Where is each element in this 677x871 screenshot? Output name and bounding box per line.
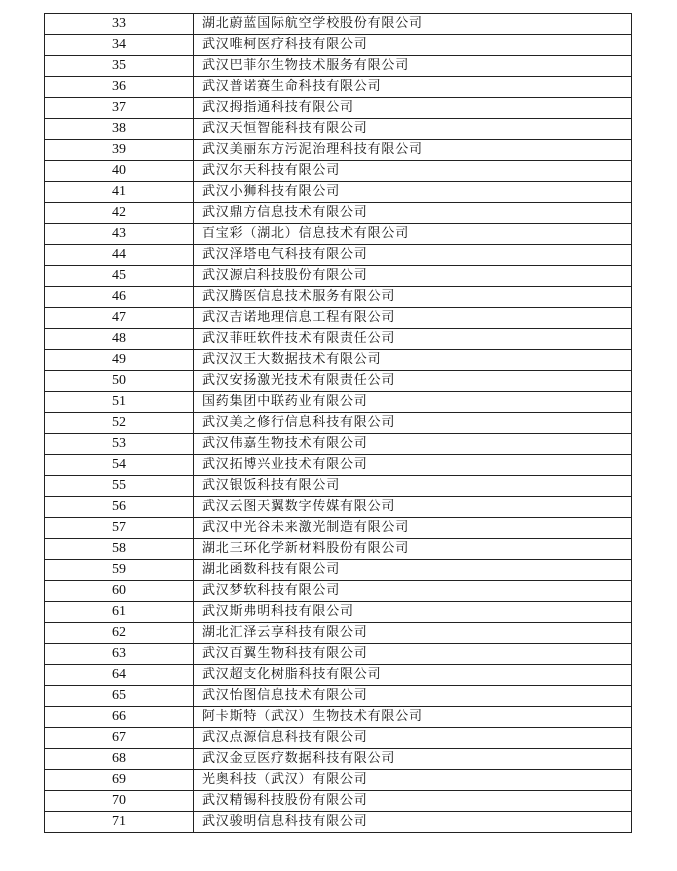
table-row xyxy=(45,749,632,770)
table-row xyxy=(45,224,632,245)
row-number-cell: 64 xyxy=(45,665,194,686)
company-name-cell: 武汉骏明信息科技有限公司 xyxy=(194,812,632,833)
table-row xyxy=(45,686,632,707)
company-name-cell: 武汉菲旺软件技术有限责任公司 xyxy=(194,329,632,350)
table-row xyxy=(45,602,632,623)
table-row xyxy=(45,245,632,266)
company-name-cell: 武汉泽塔电气科技有限公司 xyxy=(194,245,632,266)
table-row xyxy=(45,539,632,560)
table-row xyxy=(45,791,632,812)
company-name-cell: 武汉腾医信息技术服务有限公司 xyxy=(194,287,632,308)
table-row xyxy=(45,371,632,392)
row-number-cell: 50 xyxy=(45,371,194,392)
table-row xyxy=(45,455,632,476)
row-number-cell: 58 xyxy=(45,539,194,560)
row-number-cell: 62 xyxy=(45,623,194,644)
row-number-cell: 55 xyxy=(45,476,194,497)
row-number-cell: 68 xyxy=(45,749,194,770)
table-row xyxy=(45,308,632,329)
company-name-cell: 武汉鼎方信息技术有限公司 xyxy=(194,203,632,224)
company-list-table xyxy=(44,13,632,833)
table-row xyxy=(45,203,632,224)
row-number-cell: 35 xyxy=(45,56,194,77)
table-row xyxy=(45,413,632,434)
table-row xyxy=(45,434,632,455)
row-number-cell: 47 xyxy=(45,308,194,329)
company-name-cell: 百宝彩（湖北）信息技术有限公司 xyxy=(194,224,632,245)
company-name-cell: 湖北汇泽云享科技有限公司 xyxy=(194,623,632,644)
row-number-cell: 71 xyxy=(45,812,194,833)
company-name-cell: 武汉美丽东方污泥治理科技有限公司 xyxy=(194,140,632,161)
table-row xyxy=(45,581,632,602)
row-number-cell: 37 xyxy=(45,98,194,119)
table-row xyxy=(45,728,632,749)
table-row xyxy=(45,665,632,686)
row-number-cell: 65 xyxy=(45,686,194,707)
company-name-cell: 武汉安扬激光技术有限责任公司 xyxy=(194,371,632,392)
row-number-cell: 39 xyxy=(45,140,194,161)
company-name-cell: 武汉拓博兴业技术有限公司 xyxy=(194,455,632,476)
company-name-cell: 阿卡斯特（武汉）生物技术有限公司 xyxy=(194,707,632,728)
table-row xyxy=(45,119,632,140)
table-row xyxy=(45,560,632,581)
row-number-cell: 61 xyxy=(45,602,194,623)
company-name-cell: 武汉汉王大数据技术有限公司 xyxy=(194,350,632,371)
company-name-cell: 武汉普诺赛生命科技有限公司 xyxy=(194,77,632,98)
row-number-cell: 66 xyxy=(45,707,194,728)
table-row xyxy=(45,14,632,35)
table-row xyxy=(45,812,632,833)
company-name-cell: 武汉美之修行信息科技有限公司 xyxy=(194,413,632,434)
company-name-cell: 光奥科技（武汉）有限公司 xyxy=(194,770,632,791)
company-name-cell: 武汉怡图信息技术有限公司 xyxy=(194,686,632,707)
row-number-cell: 41 xyxy=(45,182,194,203)
table-row xyxy=(45,770,632,791)
table-row xyxy=(45,350,632,371)
company-name-cell: 武汉天恒智能科技有限公司 xyxy=(194,119,632,140)
table-row xyxy=(45,35,632,56)
company-name-cell: 武汉超支化树脂科技有限公司 xyxy=(194,665,632,686)
row-number-cell: 34 xyxy=(45,35,194,56)
row-number-cell: 52 xyxy=(45,413,194,434)
company-name-cell: 武汉精锡科技股份有限公司 xyxy=(194,791,632,812)
table-row xyxy=(45,56,632,77)
row-number-cell: 42 xyxy=(45,203,194,224)
row-number-cell: 45 xyxy=(45,266,194,287)
table-row xyxy=(45,707,632,728)
company-name-cell: 武汉金豆医疗数据科技有限公司 xyxy=(194,749,632,770)
company-name-cell: 武汉银饭科技有限公司 xyxy=(194,476,632,497)
row-number-cell: 49 xyxy=(45,350,194,371)
row-number-cell: 43 xyxy=(45,224,194,245)
company-name-cell: 武汉伟嘉生物技术有限公司 xyxy=(194,434,632,455)
table-row xyxy=(45,497,632,518)
company-name-cell: 武汉点源信息科技有限公司 xyxy=(194,728,632,749)
table-row xyxy=(45,518,632,539)
row-number-cell: 59 xyxy=(45,560,194,581)
row-number-cell: 38 xyxy=(45,119,194,140)
company-name-cell: 武汉斯弗明科技有限公司 xyxy=(194,602,632,623)
row-number-cell: 44 xyxy=(45,245,194,266)
row-number-cell: 63 xyxy=(45,644,194,665)
row-number-cell: 46 xyxy=(45,287,194,308)
company-name-cell: 武汉吉诺地理信息工程有限公司 xyxy=(194,308,632,329)
row-number-cell: 48 xyxy=(45,329,194,350)
table-row xyxy=(45,476,632,497)
table-row xyxy=(45,161,632,182)
table-row xyxy=(45,182,632,203)
company-name-cell: 湖北函数科技有限公司 xyxy=(194,560,632,581)
company-name-cell: 武汉百翼生物科技有限公司 xyxy=(194,644,632,665)
row-number-cell: 53 xyxy=(45,434,194,455)
row-number-cell: 70 xyxy=(45,791,194,812)
company-name-cell: 湖北三环化学新材料股份有限公司 xyxy=(194,539,632,560)
row-number-cell: 51 xyxy=(45,392,194,413)
row-number-cell: 33 xyxy=(45,14,194,35)
table-row xyxy=(45,98,632,119)
company-name-cell: 武汉中光谷未来激光制造有限公司 xyxy=(194,518,632,539)
row-number-cell: 60 xyxy=(45,581,194,602)
row-number-cell: 69 xyxy=(45,770,194,791)
row-number-cell: 36 xyxy=(45,77,194,98)
table-row xyxy=(45,392,632,413)
company-name-cell: 武汉唯柯医疗科技有限公司 xyxy=(194,35,632,56)
company-name-cell: 武汉尔天科技有限公司 xyxy=(194,161,632,182)
company-name-cell: 湖北蔚蓝国际航空学校股份有限公司 xyxy=(194,14,632,35)
company-name-cell: 武汉拇指通科技有限公司 xyxy=(194,98,632,119)
row-number-cell: 40 xyxy=(45,161,194,182)
table-row xyxy=(45,623,632,644)
table-row xyxy=(45,287,632,308)
company-list-body xyxy=(45,14,632,833)
company-name-cell: 武汉梦软科技有限公司 xyxy=(194,581,632,602)
company-name-cell: 国药集团中联药业有限公司 xyxy=(194,392,632,413)
row-number-cell: 57 xyxy=(45,518,194,539)
row-number-cell: 56 xyxy=(45,497,194,518)
company-name-cell: 武汉巴菲尔生物技术服务有限公司 xyxy=(194,56,632,77)
company-name-cell: 武汉小狮科技有限公司 xyxy=(194,182,632,203)
row-number-cell: 54 xyxy=(45,455,194,476)
company-name-cell: 武汉源启科技股份有限公司 xyxy=(194,266,632,287)
table-row xyxy=(45,644,632,665)
company-name-cell: 武汉云图天翼数字传媒有限公司 xyxy=(194,497,632,518)
table-row xyxy=(45,329,632,350)
table-row xyxy=(45,140,632,161)
table-row xyxy=(45,77,632,98)
table-row xyxy=(45,266,632,287)
row-number-cell: 67 xyxy=(45,728,194,749)
